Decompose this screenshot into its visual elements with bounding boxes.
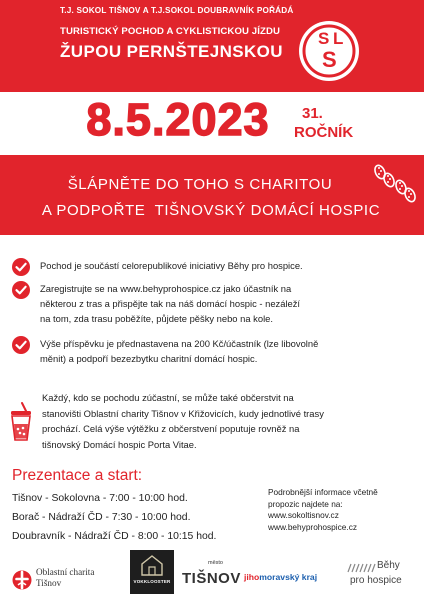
organizers-text: T.J. SOKOL TIŠNOV A T.J.SOKOL DOUBRAVNÍK POŘÁDÁ — [60, 6, 294, 15]
registration-row: Doubravník - Nádraží ČD - 8:00 - 10:15 hod. — [12, 531, 217, 542]
bullet-line: měnit) a podpoří bezezbytku charitní domácí hospic. — [40, 353, 258, 364]
bullet-line: Pochod je součástí celorepublikové iniciativy Běhy pro hospice. — [40, 260, 303, 271]
slogan-line-2: A PODPOŘTE TIŠNOVSKÝ DOMÁCÍ HOSPIC — [41, 202, 381, 219]
hospice-logo-line: pro hospice — [350, 575, 402, 586]
logo-behy-pro-hospice — [346, 560, 418, 594]
bullet-line: na tom, zda trasu poběžíte, půjdete pěšky nebo na kole. — [40, 313, 273, 324]
hospice-logo-line: Běhy — [377, 560, 400, 571]
check-icon — [12, 281, 30, 299]
logo-oblastni-charita — [12, 566, 122, 594]
town-small-label: město — [208, 560, 223, 566]
region-name-part: moravský kraj — [259, 572, 318, 582]
stripes-icon — [346, 563, 376, 573]
logo-letter-s2: S — [322, 47, 337, 72]
edition-number: 31. — [302, 105, 323, 122]
slogan-band — [0, 155, 424, 235]
monastery-icon — [140, 554, 164, 576]
edition-label: ROČNÍK — [294, 124, 354, 141]
info-line: propozic najdete na: — [268, 498, 343, 509]
shoe-print-icon — [394, 178, 416, 204]
info-link-sokol[interactable]: www.sokoltisnov.cz — [268, 510, 339, 520]
drink-cup-icon — [8, 402, 34, 442]
bullet-line: Výše příspěvku je přednastavena na 200 Kč/účastník (lze libovolně — [40, 338, 319, 349]
refreshment-line: stanovišti Oblastní charity Tišnov v Křižovicích, kudy jednotlivé trasy — [42, 407, 324, 419]
event-name-title: ŽUPOU PERNŠTEJNSKOU — [60, 42, 283, 61]
vokklooster-label: VOKKLOOSTER — [133, 579, 171, 584]
refreshment-paragraph — [42, 390, 392, 452]
more-info-block — [268, 487, 418, 533]
logo-vokklooster — [130, 550, 174, 594]
charity-name-line: Oblastní charita — [36, 567, 95, 577]
registration-title: Prezentace a start: — [12, 467, 143, 484]
refreshment-line: Každý, kdo se pochodu zúčastní, se může také občerstvit na — [42, 392, 294, 403]
charity-name — [36, 567, 94, 589]
registration-row: Borač - Nádraží ČD - 7:30 - 10:00 hod. — [12, 512, 191, 523]
bullet-text — [40, 258, 402, 273]
bullet-line: některou z tras a přispějte tak na náš domácí hospic - nezáleží — [40, 298, 301, 309]
info-link-hospice[interactable]: www.behyprohospice.cz — [268, 521, 358, 532]
event-type-text: TURISTICKÝ POCHOD A CYKLISTICKOU JÍZDU — [60, 26, 281, 37]
refreshment-line: prochází. Celá výše výtěžku z občerstvení poputuje rovněž na — [42, 423, 300, 434]
check-icon — [12, 258, 30, 276]
town-name: TIŠNOV — [182, 570, 241, 587]
logo-jihomoravsky-kraj — [244, 572, 317, 582]
charity-name-line: Tišnov — [36, 578, 62, 588]
check-icon — [12, 336, 30, 354]
info-line: Podrobnější informace včetně — [268, 487, 378, 497]
logo-letter-l: L — [333, 29, 344, 48]
bullet-text — [40, 281, 402, 326]
registration-row: Tišnov - Sokolovna - 7:00 - 10:00 hod. — [12, 493, 188, 504]
charity-cross-icon — [12, 568, 32, 592]
bullet-line: Zaregistrujte se na www.behyprohospice.cz jako účastník na — [40, 283, 292, 294]
event-date: 8.5.2023 — [86, 94, 270, 145]
bullet-text — [40, 336, 402, 366]
logo-letter-s1: S — [318, 29, 330, 48]
refreshment-line: tišnovský Domácí hospic Porta Vitae. — [42, 438, 197, 450]
region-name-part: jiho — [244, 572, 260, 582]
slogan-line-1: ŠLÁPNĚTE DO TOHO S CHARITOU — [67, 176, 333, 193]
logo-mesto-tisnov — [182, 560, 242, 594]
shoe-print-icon — [373, 163, 395, 189]
sokol-logo-icon — [296, 18, 362, 84]
